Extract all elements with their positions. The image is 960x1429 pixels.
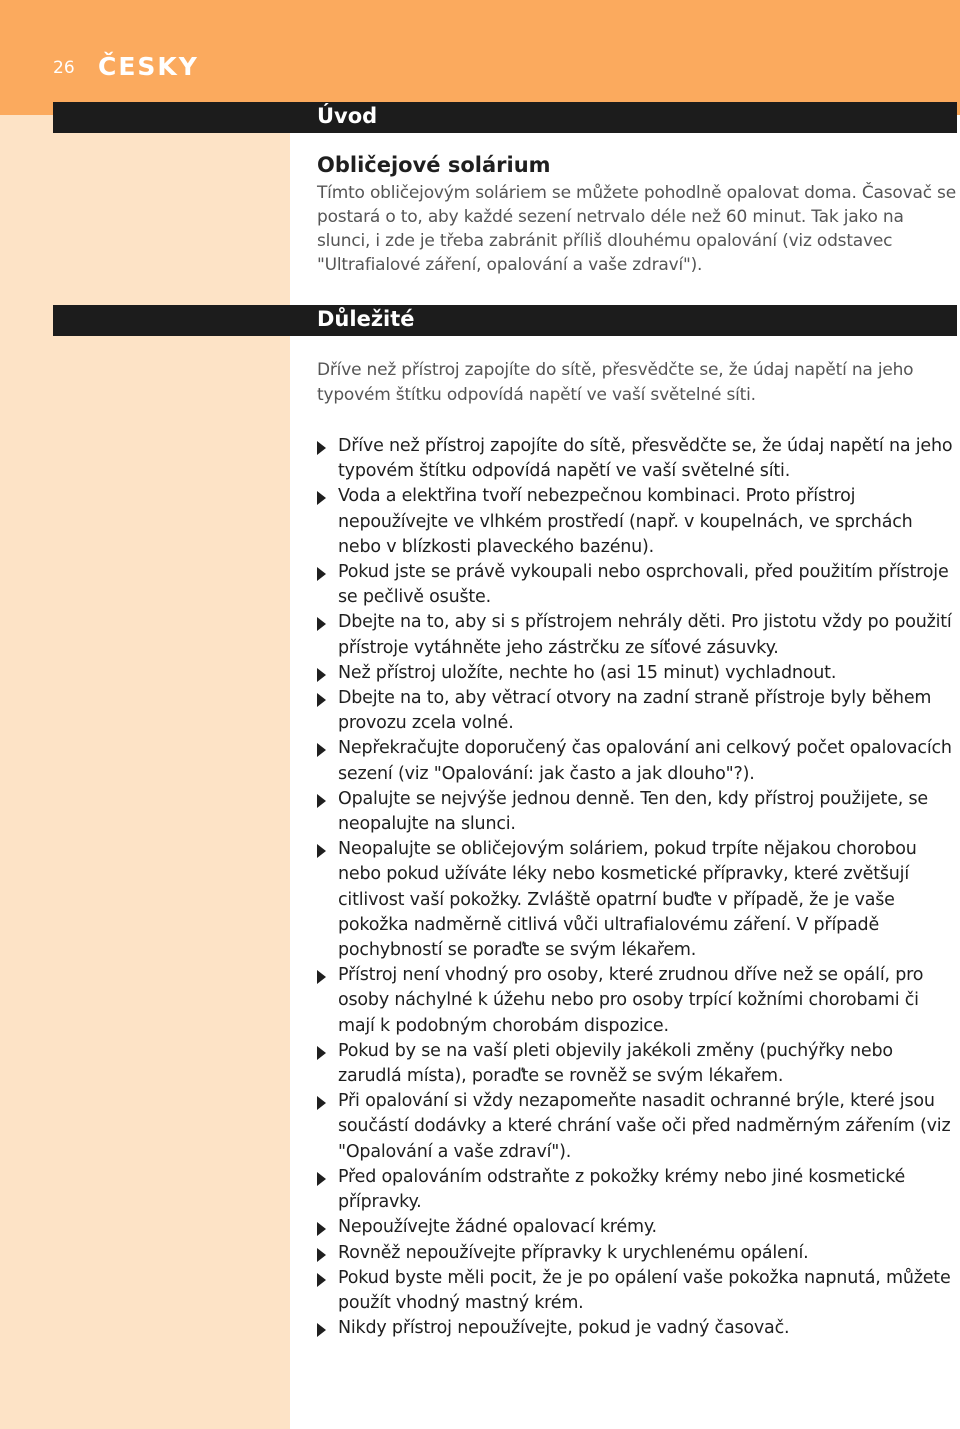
bullet-text: Opalujte se nejvýše jednou denně. Ten den, kdy přístroj použijete, se neopalujte na slunci.: [338, 788, 928, 835]
intro-subtitle: Obličejové solárium: [317, 153, 551, 177]
bullet-item: [317, 963, 957, 1039]
triangle-bullet-icon: [317, 970, 326, 984]
bullet-text: Dbejte na to, aby si s přístrojem nehrály děti. Pro jistotu vždy po použití přístroje vytáhněte jeho zástrčku ze síťové zásuvky.: [338, 612, 952, 658]
bullet-text: Dříve než přístroj zapojíte do sítě, přesvědčte se, že údaj napětí na jeho typovém štítku odpovídá napětí ve vaší světelné síti.: [338, 436, 953, 482]
bullet-item: [317, 1266, 957, 1316]
bullet-text: Rovněž nepoužívejte přípravky k urychlenému opálení.: [338, 1242, 809, 1263]
triangle-bullet-icon: [317, 1096, 326, 1110]
header-band: [0, 0, 960, 115]
bullet-text: Před opalováním odstraňte z pokožky krémy nebo jiné kosmetické přípravky.: [338, 1166, 906, 1213]
language-title: ČESKY: [98, 52, 199, 81]
bullet-item: [317, 1165, 957, 1215]
triangle-bullet-icon: [317, 1323, 326, 1337]
bullet-item: [317, 837, 957, 963]
left-margin-band: [0, 0, 290, 1429]
bullet-list: [317, 434, 957, 1341]
bullet-text: Nepoužívejte žádné opalovací krémy.: [338, 1217, 657, 1238]
triangle-bullet-icon: [317, 1222, 326, 1236]
section-bar-intro: [53, 102, 957, 133]
triangle-bullet-icon: [317, 794, 326, 808]
triangle-bullet-icon: [317, 491, 326, 505]
bullet-item: [317, 1316, 957, 1341]
bullet-text: Pokud byste měli pocit, že je po opálení vaše pokožka napnutá, můžete použít vhodný mastný krém.: [338, 1267, 951, 1313]
bullet-item: [317, 736, 957, 786]
triangle-bullet-icon: [317, 844, 326, 858]
triangle-bullet-icon: [317, 617, 326, 631]
triangle-bullet-icon: [317, 441, 326, 455]
bullet-item: [317, 560, 957, 610]
bullet-item: [317, 787, 957, 837]
intro-paragraph: Tímto obličejovým soláriem se můžete pohodlně opalovat doma. Časovač se postará o to, aby každé sezení netrvalo déle než 60 minut. Tak jako na slunci, i zde je třeba zabránit příliš dlouhému opalování (viz odstavec "Ultrafialové záření, opalování a vaše zdraví").: [317, 183, 956, 275]
triangle-bullet-icon: [317, 1046, 326, 1060]
bullet-text: Neopalujte se obličejovým soláriem, pokud trpíte nějakou chorobou nebo pokud užíváte léky nebo kosmetické přípravky, které zvětšují citlivost vaší pokožky. Zvláště opatrní buďte v případě, že je vaše pokožka nadměrně citlivá vůči ultrafialovému záření. V případě pochybností se poraďte se svým lékařem.: [338, 839, 917, 961]
bullet-item: [317, 1215, 957, 1240]
bullet-text: Při opalování si vždy nezapomeňte nasadit ochranné brýle, které jsou součástí dodávky a které chrání vaše oči před nadměrným zářením (viz "Opalování a vaše zdraví").: [338, 1091, 951, 1162]
triangle-bullet-icon: [317, 743, 326, 757]
bullet-item: [317, 434, 957, 484]
bullet-item: [317, 661, 957, 686]
bullet-text: Nikdy přístroj nepoužívejte, pokud je vadný časovač.: [338, 1318, 790, 1339]
bullet-item: [317, 610, 957, 660]
bullet-text: Pokud jste se právě vykoupali nebo osprchovali, před použitím přístroje se pečlivě osušte.: [338, 562, 949, 608]
important-bullets: [317, 434, 957, 1341]
bullet-text: Voda a elektřina tvoří nebezpečnou kombinaci. Proto přístroj nepoužívejte ve vlhkém prostředí (např. v koupelnách, ve sprchách nebo v blízkosti plaveckého bazénu).: [338, 486, 913, 557]
triangle-bullet-icon: [317, 567, 326, 581]
bullet-text: Nepřekračujte doporučený čas opalování ani celkový počet opalovacích sezení (viz "Opalování: jak často a jak dlouho"?).: [338, 738, 952, 784]
triangle-bullet-icon: [317, 1273, 326, 1287]
bullet-text: Než přístroj uložíte, nechte ho (asi 15 minut) vychladnout.: [338, 662, 837, 683]
bullet-text: Dbejte na to, aby větrací otvory na zadní straně přístroje byly během provozu zcela volné.: [338, 688, 932, 734]
bullet-text: Přístroj není vhodný pro osoby, které zrudnou dříve než se opálí, pro osoby náchylné k úžehu nebo pro osoby trpící kožními chorobami či mají k podobným chorobám dispozice.: [338, 965, 924, 1036]
section-title-intro: Úvod: [317, 104, 378, 128]
bullet-text: Pokud by se na vaší pleti objevily jakékoli změny (puchýřky nebo zarudlá místa), poraďte se rovněž se svým lékařem.: [338, 1040, 893, 1087]
triangle-bullet-icon: [317, 1172, 326, 1186]
section-bar-important: [53, 305, 957, 336]
triangle-bullet-icon: [317, 668, 326, 682]
bullet-item: [317, 686, 957, 736]
triangle-bullet-icon: [317, 1248, 326, 1262]
bullet-item: [317, 1241, 957, 1266]
intro-section: [317, 153, 957, 277]
bullet-item: [317, 1089, 957, 1165]
bullet-item: [317, 1039, 957, 1089]
triangle-bullet-icon: [317, 693, 326, 707]
important-intro: [317, 358, 957, 408]
important-paragraph: Dříve než přístroj zapojíte do sítě, přesvědčte se, že údaj napětí na jeho typovém štítku odpovídá napětí ve vaší světelné síti.: [317, 360, 914, 405]
section-title-important: Důležité: [317, 307, 415, 331]
bullet-item: [317, 484, 957, 560]
page-number: 26: [53, 58, 75, 78]
